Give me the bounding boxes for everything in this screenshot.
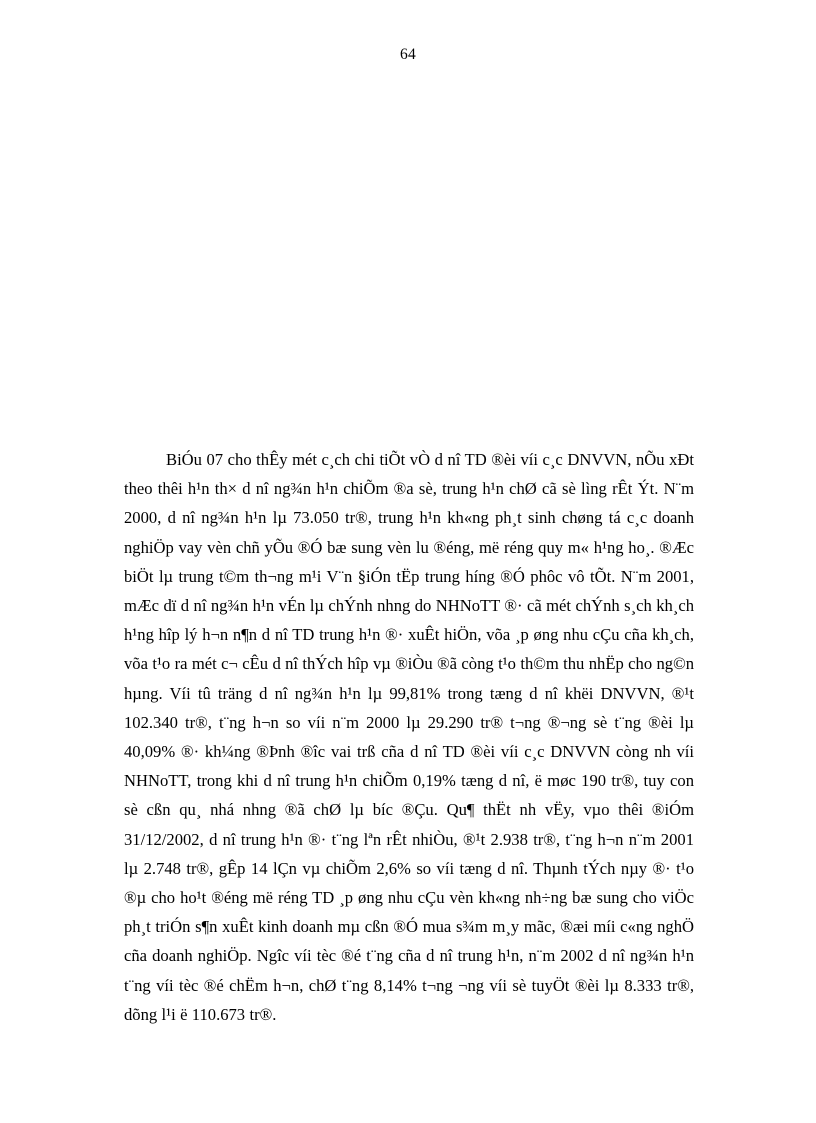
- page-number: 64: [400, 46, 416, 63]
- body-paragraph: BiÓu 07 cho thÊy mét c¸ch chi tiÕt vÒ d nî TD ®èi víi c¸c DNVVN, nÕu xÐt theo thêi h¹n th× d nî ng¾n h¹n chiÕm ®a sè, trung h¹n chØ cã sè lìng rÊt Ýt. N¨m 2000, d nî ng¾n h¹n lµ 73.050 tr®, trung h¹n kh«ng ph¸t sinh chøng tá c¸c doanh nghiÖp vay vèn chñ yÕu ®Ó bæ sung vèn lu ®éng, më réng quy m« h¹ng ho¸. ®Æc biÖt lµ trung t©m th¬ng m¹i V¨n §iÓn tËp trung híng ®Ó phôc vô tÕt. N¨m 2001, mÆc dï d nî ng¾n h¹n vÉn lµ chÝnh nhng do NHNoTT ®· cã mét chÝnh s¸ch kh¸ch h¹ng hîp lý h¬n n¶n d nî TD trung h¹n ®· xuÊt hiÖn, võa ¸p øng nhu cÇu cña kh¸ch, võa t¹o ra mét c¬ cÊu d nî thÝch hîp vµ ®iÒu ®ã còng t¹o th©m thu nhËp cho ng©n hµng. Víi tû träng d nî ng¾n h¹n lµ 99,81% trong tæng d nî khëi DNVVN, ®¹t 102.340 tr®, t¨ng h¬n so víi n¨m 2000 lµ 29.290 tr® t¬ng ®¬ng sè t¨ng ®èi lµ 40,09% ®· kh¼ng ®Þnh ®îc vai trß cña d nî TD ®èi víi c¸c DNVVN còng nh víi NHNoTT, trong khi d nî trung h¹n chiÕm 0,19% tæng d nî, ë møc 190 tr®, tuy con sè cßn qu¸ nhá nhng ®ã chØ lµ bíc ®Çu. Qu¶ thËt nh vËy, vµo thêi ®iÓm 31/12/2002, d nî trung h¹n ®· t¨ng lªn rÊt nhiÒu, ®¹t 2.938 tr®, t¨ng h¬n n¨m 2001 lµ 2.748 tr®, gÊp 14 lÇn vµ chiÕm 2,6% so víi tæng d nî. Thµnh tÝch nµy ®· t¹o ®µ cho ho¹t ®éng më réng TD ¸p øng nhu cÇu vèn kh«ng nh÷ng bæ sung cho viÖc ph¸t triÓn s¶n xuÊt kinh doanh mµ cßn ®Ó mua s¾m m¸y mãc, ®æi míi c«ng nghÖ cña doanh nghiÖp. Ngîc víi tèc ®é t¨ng cña d nî trung h¹n, n¨m 2002 d nî ng¾n h¹n t¨ng víi tèc ®é chËm h¬n, chØ t¨ng 8,14% t¬ng ¬ng víi sè tuyÖt ®èi lµ 8.333 tr®, dõng l¹i ë 110.673 tr®.: [124, 450, 694, 1024]
- body-text-block: [124, 445, 694, 1029]
